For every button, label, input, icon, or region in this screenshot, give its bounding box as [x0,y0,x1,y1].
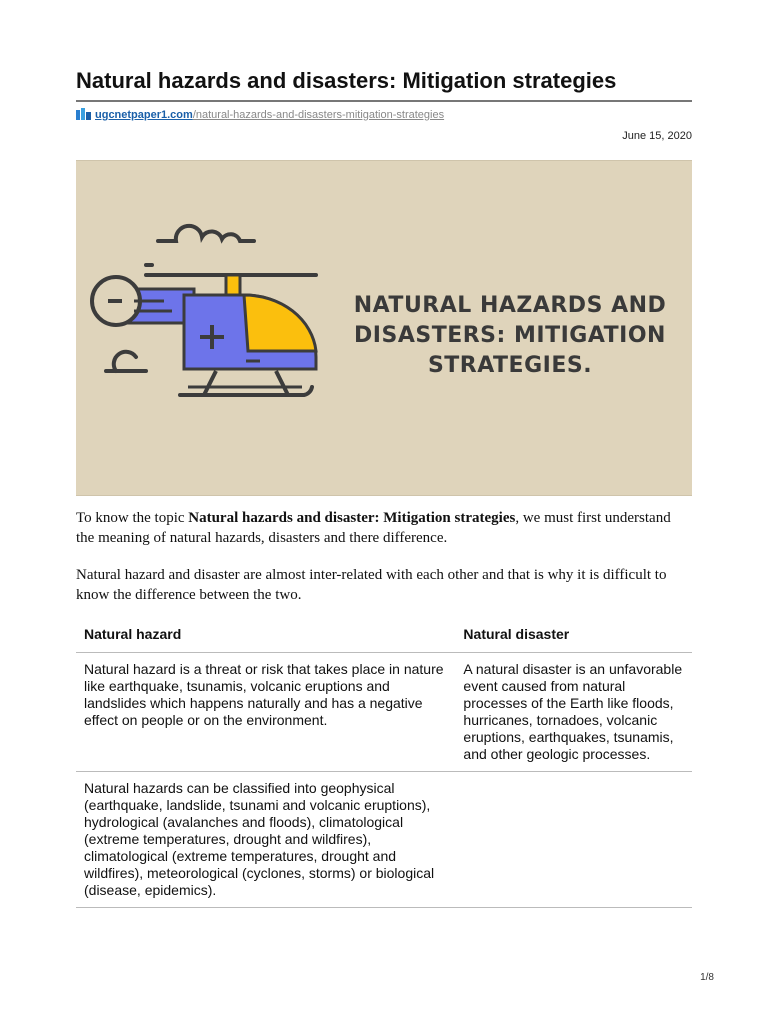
site-favicon-icon [76,108,92,122]
table-cell: Natural hazards can be classified into geophysical (earthquake, landslide, tsunami and volcanic eruptions), hydrological (avalanches and floods), climatological (extreme temperatures, drought and wildfires), climatological (extreme temperatures, drought and wildfires), meteorological (cyclones, storms) or biological (disease, epidemics). [76,772,455,908]
difference-paragraph: Natural hazard and disaster are almost inter-related with each other and that is why it is difficult to know the difference between the two. [76,567,667,603]
source-domain[interactable]: ugcnetpaper1.com [95,109,193,121]
table-row [76,653,692,772]
comparison-table [76,618,692,908]
intro-paragraph [76,508,692,548]
hero-heading [330,291,690,381]
intro-before: To know the topic [76,510,189,526]
title-divider [76,100,692,102]
publish-date: June 15, 2020 [622,130,692,142]
page-title: Natural hazards and disasters: Mitigation strategies [76,68,617,93]
intro-after: , we must first understand the meaning of natural hazards, disasters and there difference. [76,510,671,546]
hero-image [76,160,692,496]
hero-line-3: STRATEGIES. [427,353,593,378]
table-cell [455,772,692,908]
source-path[interactable]: /natural-hazards-and-disasters-mitigation-strategies [192,109,445,121]
hero-line-2: DISASTERS: MITIGATION [354,323,666,348]
hero-line-1: NATURAL HAZARDS AND [353,293,667,318]
table-header-row [76,618,692,653]
page-number: 1/8 [700,972,714,983]
header-natural-disaster: Natural disaster [455,618,692,653]
table-row [76,772,692,908]
header-natural-hazard: Natural hazard [76,618,455,653]
table-cell: Natural hazard is a threat or risk that takes place in nature like earthquake, tsunamis, volcanic eruptions and landslides which happens naturally and has a negative effect on people or on the environment. [76,653,455,772]
intro-topic: Natural hazards and disaster: Mitigation strategies [188,510,516,526]
table-cell: A natural disaster is an unfavorable event caused from natural processes of the Earth like floods, hurricanes, tornadoes, volcanic eruptions, earthquakes, tsunamis, and other geologic processes. [455,653,692,772]
source-link[interactable] [76,107,444,123]
